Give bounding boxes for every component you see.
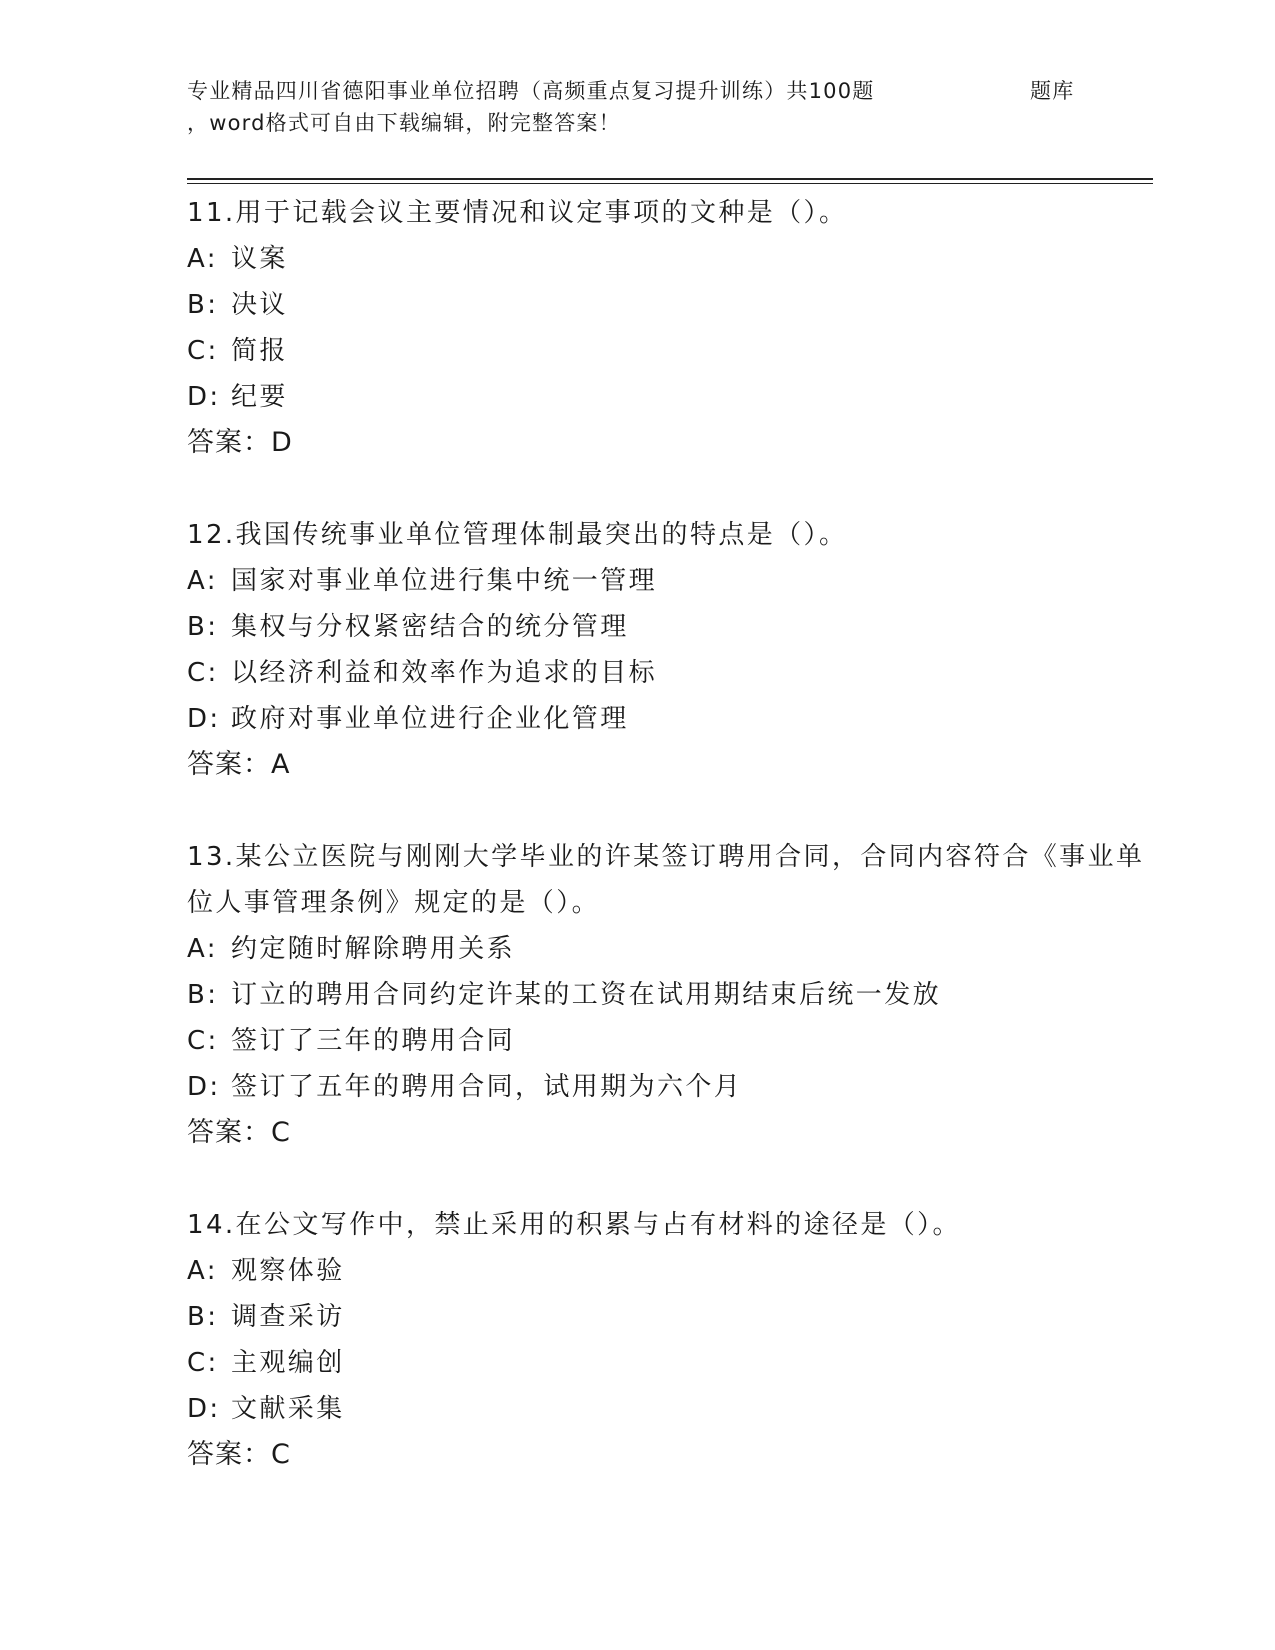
question-stem: 13.某公立医院与刚刚大学毕业的许某签订聘用合同，合同内容符合《事业单位人事管理条例》规定的是（）。 xyxy=(187,842,1145,918)
option-text: 主观编创 xyxy=(231,1348,345,1378)
option-c xyxy=(187,1018,1147,1064)
option-text: 签订了三年的聘用合同 xyxy=(231,1026,516,1056)
answer-line: 答案：C xyxy=(187,1117,291,1148)
option-letter: A: xyxy=(187,244,218,274)
option-letter: B: xyxy=(187,980,219,1010)
question-list xyxy=(187,190,1147,1478)
option-b xyxy=(187,972,1147,1018)
document-header xyxy=(187,72,1137,142)
option-letter: C: xyxy=(187,1348,219,1378)
question-block xyxy=(187,512,1147,788)
option-text: 文献采集 xyxy=(231,1394,345,1424)
option-text: 纪要 xyxy=(231,382,288,412)
question-block xyxy=(187,1202,1147,1478)
header-divider-thick xyxy=(187,178,1153,180)
option-text: 政府对事业单位进行企业化管理 xyxy=(231,704,629,734)
option-a xyxy=(187,1248,1147,1294)
option-text: 议案 xyxy=(231,244,288,274)
option-text: 国家对事业单位进行集中统一管理 xyxy=(231,566,658,596)
option-c xyxy=(187,650,1147,696)
option-letter: C: xyxy=(187,658,219,688)
option-text: 决议 xyxy=(231,290,288,320)
option-d xyxy=(187,1064,1147,1110)
option-text: 简报 xyxy=(231,336,288,366)
header-title: 专业精品四川省德阳事业单位招聘（高频重点复习提升训练）共100题 xyxy=(187,79,875,103)
option-text: 签订了五年的聘用合同，试用期为六个月 xyxy=(231,1072,743,1102)
answer-line: 答案：D xyxy=(187,427,293,458)
option-d xyxy=(187,696,1147,742)
option-b xyxy=(187,282,1147,328)
option-c xyxy=(187,1340,1147,1386)
option-text: 集权与分权紧密结合的统分管理 xyxy=(231,612,629,642)
answer-line: 答案：C xyxy=(187,1439,291,1470)
header-right-label: 题库 xyxy=(1030,79,1075,103)
option-letter: B: xyxy=(187,612,219,642)
header-divider-thin xyxy=(187,183,1153,184)
option-text: 约定随时解除聘用关系 xyxy=(231,934,516,964)
option-b xyxy=(187,1294,1147,1340)
option-text: 调查采访 xyxy=(231,1302,345,1332)
answer-line: 答案：A xyxy=(187,749,291,780)
option-text: 观察体验 xyxy=(231,1256,345,1286)
option-letter: D: xyxy=(187,1394,221,1424)
option-a xyxy=(187,558,1147,604)
option-letter: D: xyxy=(187,704,221,734)
question-block xyxy=(187,834,1147,1156)
option-letter: A: xyxy=(187,566,218,596)
question-stem: 11.用于记载会议主要情况和议定事项的文种是（）。 xyxy=(187,198,848,228)
header-subtitle: ，word格式可自由下载编辑，附完整答案！ xyxy=(187,111,621,135)
option-letter: B: xyxy=(187,290,219,320)
option-d xyxy=(187,1386,1147,1432)
option-a xyxy=(187,236,1147,282)
question-block xyxy=(187,190,1147,466)
option-letter: D: xyxy=(187,1072,221,1102)
option-letter: D: xyxy=(187,382,221,412)
question-stem: 12.我国传统事业单位管理体制最突出的特点是（）。 xyxy=(187,520,848,550)
option-d xyxy=(187,374,1147,420)
option-c xyxy=(187,328,1147,374)
option-letter: B: xyxy=(187,1302,219,1332)
option-letter: A: xyxy=(187,934,218,964)
option-letter: A: xyxy=(187,1256,218,1286)
option-text: 以经济利益和效率作为追求的目标 xyxy=(231,658,658,688)
option-letter: C: xyxy=(187,336,219,366)
question-stem: 14.在公文写作中，禁止采用的积累与占有材料的途径是（）。 xyxy=(187,1210,961,1240)
option-letter: C: xyxy=(187,1026,219,1056)
option-b xyxy=(187,604,1147,650)
option-a xyxy=(187,926,1147,972)
option-text: 订立的聘用合同约定许某的工资在试用期结束后统一发放 xyxy=(231,980,942,1010)
